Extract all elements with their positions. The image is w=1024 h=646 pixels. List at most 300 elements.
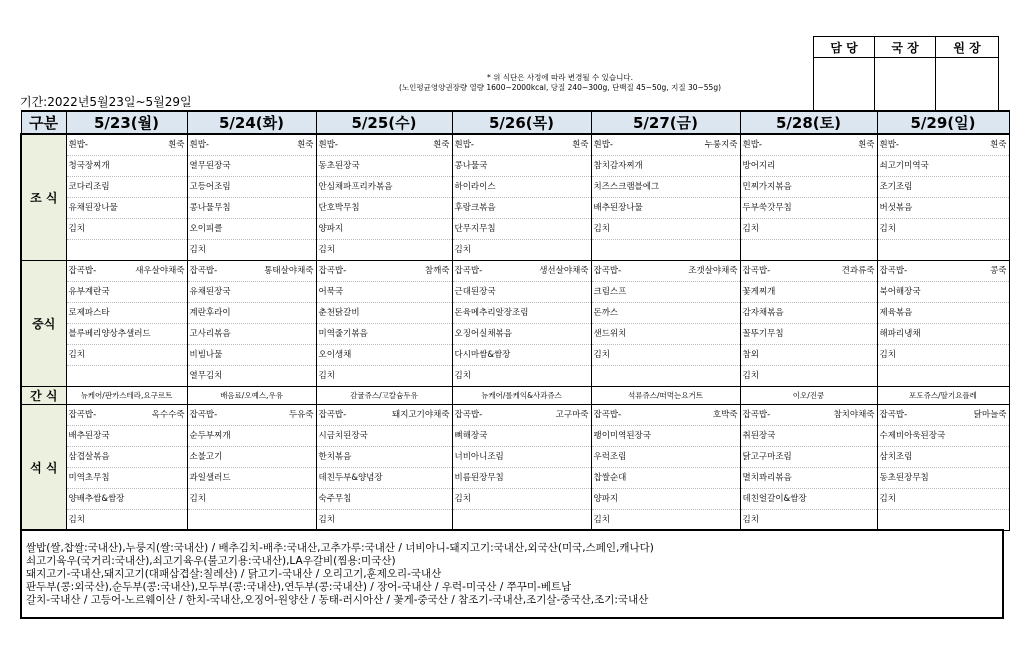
menu-item: [67, 240, 187, 260]
menu-item-name: 오이생채: [318, 350, 352, 360]
menu-item-name: 김치: [318, 515, 335, 525]
menu-item-name: 한치볶음: [318, 452, 352, 462]
menu-cell: [452, 134, 591, 261]
menu-item: [453, 345, 591, 366]
meal-row: [21, 261, 1009, 387]
menu-item-porridge: 통태살야채죽: [264, 266, 314, 276]
menu-item-name: 돈육메추리알장조림: [454, 308, 529, 318]
menu-item: [453, 219, 591, 240]
menu-item-name: 찹쌀순대: [593, 473, 627, 483]
menu-item: [188, 405, 316, 426]
menu-item-name: 시금치된장국: [318, 431, 368, 441]
menu-item-name: 김치: [879, 494, 896, 504]
menu-item-name: 오징어실채볶음: [454, 329, 512, 339]
menu-item: [741, 426, 877, 447]
menu-item: [188, 261, 316, 282]
menu-item-name: 비름된장무침: [454, 473, 504, 483]
menu-item-name: 너비아니조림: [454, 452, 504, 462]
menu-item-name: 흰밥-: [454, 140, 474, 150]
menu-item: [741, 282, 877, 303]
menu-item-name: 김치: [189, 494, 206, 504]
menu-item-name: 돈까스: [593, 308, 619, 318]
menu-item: [741, 135, 877, 156]
day-header: 5/26(목): [452, 111, 591, 134]
menu-cell: [316, 134, 452, 261]
menu-item: [453, 468, 591, 489]
menu-item-name: 양배추쌈&쌈장: [68, 494, 125, 504]
menu-item-name: 삼치조림: [879, 452, 913, 462]
menu-item-name: 김치: [593, 515, 610, 525]
menu-item: [453, 198, 591, 219]
menu-item-name: 북어해장국: [879, 287, 921, 297]
menu-item-name: 데친두부&양념장: [318, 473, 383, 483]
menu-item-porridge: 견과류죽: [841, 266, 875, 276]
menu-item-porridge: 흰죽: [297, 140, 314, 150]
menu-item-name: 양파지: [318, 224, 344, 234]
menu-item: [453, 135, 591, 156]
menu-item: [67, 468, 187, 489]
menu-item-name: 김치: [68, 224, 85, 234]
menu-item-porridge: 흰죽: [168, 140, 185, 150]
menu-item: [453, 282, 591, 303]
menu-item: [592, 489, 740, 510]
menu-item: [317, 303, 452, 324]
menu-item-name: 잡곡밥-: [879, 266, 908, 276]
menu-item: [67, 198, 187, 219]
menu-cell: [740, 405, 877, 531]
approval-label: 담 당: [814, 37, 875, 58]
menu-item-porridge: 누룽지죽: [704, 140, 738, 150]
menu-item: [741, 303, 877, 324]
menu-item-name: 고등어조림: [189, 182, 231, 192]
menu-item-name: 잡곡밥-: [593, 266, 622, 276]
menu-item: [188, 426, 316, 447]
menu-item-name: 팽이미역된장국: [593, 431, 651, 441]
menu-item-name: 잡곡밥-: [454, 266, 483, 276]
menu-item-name: 순두부찌개: [189, 431, 231, 441]
menu-item-name: 열무김치: [189, 371, 223, 381]
menu-item-name: 닭고구마조림: [742, 452, 792, 462]
menu-item: [67, 510, 187, 530]
menu-item: [453, 261, 591, 282]
menu-item: [67, 345, 187, 366]
menu-item-porridge: 조갯살야채죽: [688, 266, 738, 276]
menu-item-porridge: 옥수수죽: [151, 410, 185, 420]
menu-item: [188, 366, 316, 386]
menu-item-name: 소불고기: [189, 452, 223, 462]
menu-item: [741, 345, 877, 366]
snack-cell: 포도쥬스/딸기요플레: [877, 387, 1009, 405]
menu-item: [67, 366, 187, 386]
menu-item: [878, 219, 1009, 240]
menu-item-name: 김치: [68, 515, 85, 525]
menu-item-name: 우럭조림: [593, 452, 627, 462]
menu-item-name: 김치: [742, 371, 759, 381]
menu-item-name: 잡곡밥-: [879, 410, 908, 420]
menu-item-porridge: 흰죽: [858, 140, 875, 150]
snack-cell: 뉴케어/롤케익&사과쥬스: [452, 387, 591, 405]
menu-item: [878, 198, 1009, 219]
period-label: 기간:2022년5월23일~5월29일: [20, 95, 192, 109]
menu-item-name: 감자채볶음: [742, 308, 784, 318]
menu-item: [878, 240, 1009, 260]
menu-item: [592, 261, 740, 282]
menu-item: [188, 177, 316, 198]
menu-item-name: 콩나물국: [454, 161, 488, 171]
menu-item: [188, 324, 316, 345]
meal-row: [21, 134, 1009, 261]
menu-item: [67, 447, 187, 468]
menu-item: [317, 324, 452, 345]
menu-item-name: 김치: [742, 224, 759, 234]
menu-item: [317, 468, 452, 489]
menu-item-name: 안심채파프리카볶음: [318, 182, 393, 192]
approval-label: 국 장: [875, 37, 936, 58]
menu-item: [741, 240, 877, 260]
approval-label: 원 장: [936, 37, 999, 58]
menu-item: [592, 324, 740, 345]
menu-item: [317, 405, 452, 426]
menu-item-name: 흰밥-: [593, 140, 613, 150]
menu-item: [188, 135, 316, 156]
menu-item: [878, 489, 1009, 510]
menu-item: [317, 510, 452, 530]
menu-item-name: 어묵국: [318, 287, 344, 297]
menu-cell: [66, 134, 187, 261]
menu-item: [592, 177, 740, 198]
menu-item-name: 김치: [454, 371, 471, 381]
day-header: 5/23(월): [66, 111, 187, 134]
menu-cell: [452, 261, 591, 387]
menu-item: [878, 324, 1009, 345]
menu-item: [592, 345, 740, 366]
origin-line: 갈치-국내산 / 고등어-노르웨이산 / 한치-국내산,오징어-원양산 / 동태-러시아산 / 꽃게-중국산 / 참조기-국내산,조기살-중국산,조기:국내산: [26, 594, 649, 606]
menu-item: [188, 303, 316, 324]
menu-item: [67, 282, 187, 303]
menu-item-name: 조기조림: [879, 182, 913, 192]
meal-label: 조 식: [21, 134, 66, 261]
menu-item-name: 블루베리양상추샐러드: [68, 329, 151, 339]
menu-item: [67, 426, 187, 447]
approval-sign-box: [814, 58, 875, 115]
menu-item: [188, 240, 316, 260]
menu-item: [741, 198, 877, 219]
menu-item: [453, 489, 591, 510]
menu-item-name: 민찌가지볶음: [742, 182, 792, 192]
header-row: [21, 111, 1009, 134]
approval-box: [813, 36, 999, 115]
note-line: * 위 식단은 사정에 따라 변경될 수 있습니다.: [487, 73, 633, 82]
day-header: 5/29(일): [877, 111, 1009, 134]
menu-item-porridge: 흰죽: [572, 140, 589, 150]
menu-item: [317, 135, 452, 156]
menu-item-name: 해파리냉채: [879, 329, 921, 339]
snack-cell: 석류쥬스/떠먹는요거트: [591, 387, 740, 405]
menu-item: [592, 510, 740, 530]
origin-line: 쌀밥(쌀,찹쌀:국내산),누룽지(쌀:국내산) / 배추김치-배추:국내산,고추가루:국내산 / 너비아니-돼지고기:국내산,외국산(미국,스페인,캐나다): [26, 542, 654, 554]
menu-item-porridge: 콩죽: [990, 266, 1007, 276]
menu-item-name: 청국장찌개: [68, 161, 110, 171]
menu-item: [317, 261, 452, 282]
menu-cell: [591, 134, 740, 261]
menu-item-name: 잡곡밥-: [454, 410, 483, 420]
category-header: 구분: [21, 111, 66, 134]
menu-item-name: 잡곡밥-: [68, 410, 97, 420]
menu-item: [741, 324, 877, 345]
menu-item: [878, 468, 1009, 489]
origin-line: 돼지고기-국내산,돼지고기(대패삼겹살:칠레산) / 닭고기-국내산 / 오리고기,훈제오리-국내산: [26, 568, 442, 580]
menu-item-name: 김치: [593, 224, 610, 234]
menu-item: [878, 135, 1009, 156]
menu-item-name: 꽃게찌개: [742, 287, 776, 297]
menu-item: [453, 303, 591, 324]
menu-item: [317, 219, 452, 240]
menu-item: [878, 282, 1009, 303]
menu-item: [453, 510, 591, 530]
menu-item: [317, 240, 452, 260]
menu-item: [453, 447, 591, 468]
menu-item: [67, 303, 187, 324]
menu-item-name: 김치: [879, 350, 896, 360]
menu-item-name: 과일샐러드: [189, 473, 231, 483]
menu-item: [741, 261, 877, 282]
menu-item-name: 숙주무침: [318, 494, 352, 504]
menu-item-name: 뼈해장국: [454, 431, 488, 441]
menu-item-name: 고사리볶음: [189, 329, 231, 339]
menu-item: [741, 156, 877, 177]
menu-item-name: 방어지리: [742, 161, 776, 171]
menu-item: [67, 261, 187, 282]
menu-item-name: 참치감자찌개: [593, 161, 643, 171]
menu-item-name: 흰밥-: [742, 140, 762, 150]
menu-item-name: 잡곡밥-: [189, 266, 218, 276]
day-header: 5/24(화): [187, 111, 316, 134]
menu-item: [592, 219, 740, 240]
menu-item-name: 잡곡밥-: [318, 266, 347, 276]
menu-item: [317, 447, 452, 468]
note-line: (노인평균영양권장량 열량 1600~2000kcal, 당질 240~300g, 단백질 45~50g, 지질 30~55g): [398, 83, 722, 92]
menu-item-name: 수제비아욱된장국: [879, 431, 946, 441]
menu-item: [188, 447, 316, 468]
origin-line: 쇠고기육우(국거리:국내산),쇠고기육우(불고기용:국내산),LA우갈비(찜용:미국산): [26, 555, 396, 567]
menu-item: [453, 240, 591, 260]
menu-item-porridge: 두유죽: [288, 410, 314, 420]
menu-item-porridge: 생선살야채죽: [539, 266, 589, 276]
menu-item-name: 흰밥-: [318, 140, 338, 150]
menu-item-name: 동초된장무침: [879, 473, 929, 483]
menu-item: [878, 261, 1009, 282]
menu-item-name: 멸치꽈리볶음: [742, 473, 792, 483]
menu-item-name: 꼴뚜기무침: [742, 329, 784, 339]
menu-item: [67, 156, 187, 177]
menu-cell: [452, 405, 591, 531]
menu-item-name: 잡곡밥-: [742, 410, 771, 420]
menu-item-name: 미역줄기볶음: [318, 329, 368, 339]
menu-item: [188, 489, 316, 510]
menu-item: [317, 156, 452, 177]
menu-item: [188, 219, 316, 240]
menu-item-name: 다시마쌈&쌈장: [454, 350, 511, 360]
menu-item-porridge: 참치야채죽: [833, 410, 875, 420]
menu-note: [330, 73, 790, 93]
menu-item-name: 단호박무침: [318, 203, 360, 213]
menu-item: [592, 447, 740, 468]
origin-line: 판두부(콩:외국산),순두부(콩:국내산),모두부(콩:국내산),연두부(콩:국내산) / 장어-국내산 / 우럭-미국산 / 쭈꾸미-베트남: [26, 581, 572, 593]
menu-item-name: 잡곡밥-: [318, 410, 347, 420]
menu-item: [67, 405, 187, 426]
menu-item: [317, 345, 452, 366]
menu-item: [878, 303, 1009, 324]
menu-item: [67, 219, 187, 240]
snack-cell: 배음료/오예스,우유: [187, 387, 316, 405]
menu-item: [453, 324, 591, 345]
snack-cell: 뉴케어/판카스테라,요구르트: [66, 387, 187, 405]
menu-item: [741, 447, 877, 468]
menu-item-porridge: 흰죽: [990, 140, 1007, 150]
menu-item-porridge: 호박죽: [712, 410, 738, 420]
menu-cell: [66, 405, 187, 531]
menu-item: [741, 405, 877, 426]
menu-item: [188, 345, 316, 366]
snack-row: [21, 387, 1009, 405]
menu-item: [188, 156, 316, 177]
menu-item: [317, 366, 452, 386]
menu-table: [20, 110, 1010, 531]
menu-item-name: 후랑크볶음: [454, 203, 496, 213]
menu-cell: [877, 261, 1009, 387]
menu-item: [317, 198, 452, 219]
menu-item-name: 오이피클: [189, 224, 223, 234]
menu-item-name: 춘천닭갈비: [318, 308, 360, 318]
menu-item: [741, 177, 877, 198]
menu-cell: [316, 405, 452, 531]
menu-item: [453, 177, 591, 198]
menu-item-name: 로제파스타: [68, 308, 110, 318]
snack-label: 간 식: [21, 387, 66, 405]
menu-item: [592, 303, 740, 324]
menu-cell: [591, 261, 740, 387]
menu-item-name: 흰밥-: [189, 140, 209, 150]
approval-sign-box: [936, 58, 999, 115]
menu-item-porridge: 참깨죽: [424, 266, 450, 276]
menu-item: [878, 405, 1009, 426]
menu-item-name: 김치: [879, 224, 896, 234]
menu-cell: [740, 261, 877, 387]
menu-item-name: 크림스프: [593, 287, 627, 297]
menu-item-porridge: 흰죽: [433, 140, 450, 150]
menu-item-porridge: 고구마죽: [555, 410, 589, 420]
menu-item: [592, 198, 740, 219]
day-header: 5/27(금): [591, 111, 740, 134]
menu-item: [453, 405, 591, 426]
menu-item: [453, 156, 591, 177]
menu-cell: [66, 261, 187, 387]
menu-item: [741, 468, 877, 489]
menu-item: [741, 219, 877, 240]
menu-item: [878, 510, 1009, 530]
menu-item-name: 비빔나물: [189, 350, 223, 360]
menu-item-name: 버섯볶음: [879, 203, 913, 213]
menu-item-name: 김치: [189, 245, 206, 255]
menu-item-name: 김치: [454, 494, 471, 504]
menu-item-name: 김치: [593, 350, 610, 360]
menu-item-name: 동초된장국: [318, 161, 360, 171]
menu-item: [592, 426, 740, 447]
day-header: 5/28(토): [740, 111, 877, 134]
meal-row: [21, 405, 1009, 531]
menu-item-name: 김치: [318, 245, 335, 255]
menu-item-name: 코다리조림: [68, 182, 110, 192]
menu-item: [67, 324, 187, 345]
menu-item-name: 김치: [318, 371, 335, 381]
menu-cell: [316, 261, 452, 387]
menu-item-name: 잡곡밥-: [742, 266, 771, 276]
menu-item: [453, 426, 591, 447]
menu-item-name: 김치: [454, 245, 471, 255]
menu-item-porridge: 돼지고기야채죽: [392, 410, 450, 420]
menu-item: [592, 405, 740, 426]
menu-item-name: 열무된장국: [189, 161, 231, 171]
menu-item-name: 삼겹살볶음: [68, 452, 110, 462]
menu-item-name: 김치: [68, 350, 85, 360]
approval-sign-box: [875, 58, 936, 115]
day-header: 5/25(수): [316, 111, 452, 134]
menu-item: [67, 177, 187, 198]
menu-item: [592, 468, 740, 489]
menu-item: [592, 135, 740, 156]
menu-item-name: 취된장국: [742, 431, 776, 441]
snack-cell: 감귤쥬스/고칼슘두유: [316, 387, 452, 405]
menu-item-name: 유채된장나물: [68, 203, 118, 213]
menu-item-name: 유부계란국: [68, 287, 110, 297]
menu-item-name: 양파지: [593, 494, 619, 504]
menu-item-name: 김치: [742, 515, 759, 525]
menu-item-name: 데친얼갈이&쌈장: [742, 494, 807, 504]
menu-item: [67, 135, 187, 156]
menu-item-name: 잡곡밥-: [68, 266, 97, 276]
menu-item: [878, 156, 1009, 177]
menu-item-name: 잡곡밥-: [189, 410, 218, 420]
menu-item-name: 배추된장국: [68, 431, 110, 441]
menu-item-name: 배추된장나물: [593, 203, 643, 213]
menu-cell: [591, 405, 740, 531]
menu-item-porridge: 닭마늘죽: [973, 410, 1007, 420]
menu-item-name: 콩나물무침: [189, 203, 231, 213]
menu-item: [878, 366, 1009, 386]
menu-cell: [187, 405, 316, 531]
origin-info: [20, 529, 1004, 619]
menu-item-name: 쇠고기미역국: [879, 161, 929, 171]
menu-cell: [187, 134, 316, 261]
menu-item: [317, 177, 452, 198]
menu-item: [878, 345, 1009, 366]
menu-item-name: 치즈스크램블에그: [593, 182, 660, 192]
menu-item: [188, 468, 316, 489]
menu-item-name: 단무지무침: [454, 224, 496, 234]
menu-item: [317, 426, 452, 447]
meal-label: 중식: [21, 261, 66, 387]
menu-item-name: 잡곡밥-: [593, 410, 622, 420]
menu-cell: [187, 261, 316, 387]
menu-item: [453, 366, 591, 386]
menu-item: [741, 489, 877, 510]
menu-item-porridge: 새우살야채죽: [135, 266, 185, 276]
menu-item-name: 계란후라이: [189, 308, 231, 318]
menu-cell: [877, 405, 1009, 531]
menu-item: [592, 156, 740, 177]
menu-item-name: 참외: [742, 350, 759, 360]
menu-item-name: 하이라이스: [454, 182, 496, 192]
